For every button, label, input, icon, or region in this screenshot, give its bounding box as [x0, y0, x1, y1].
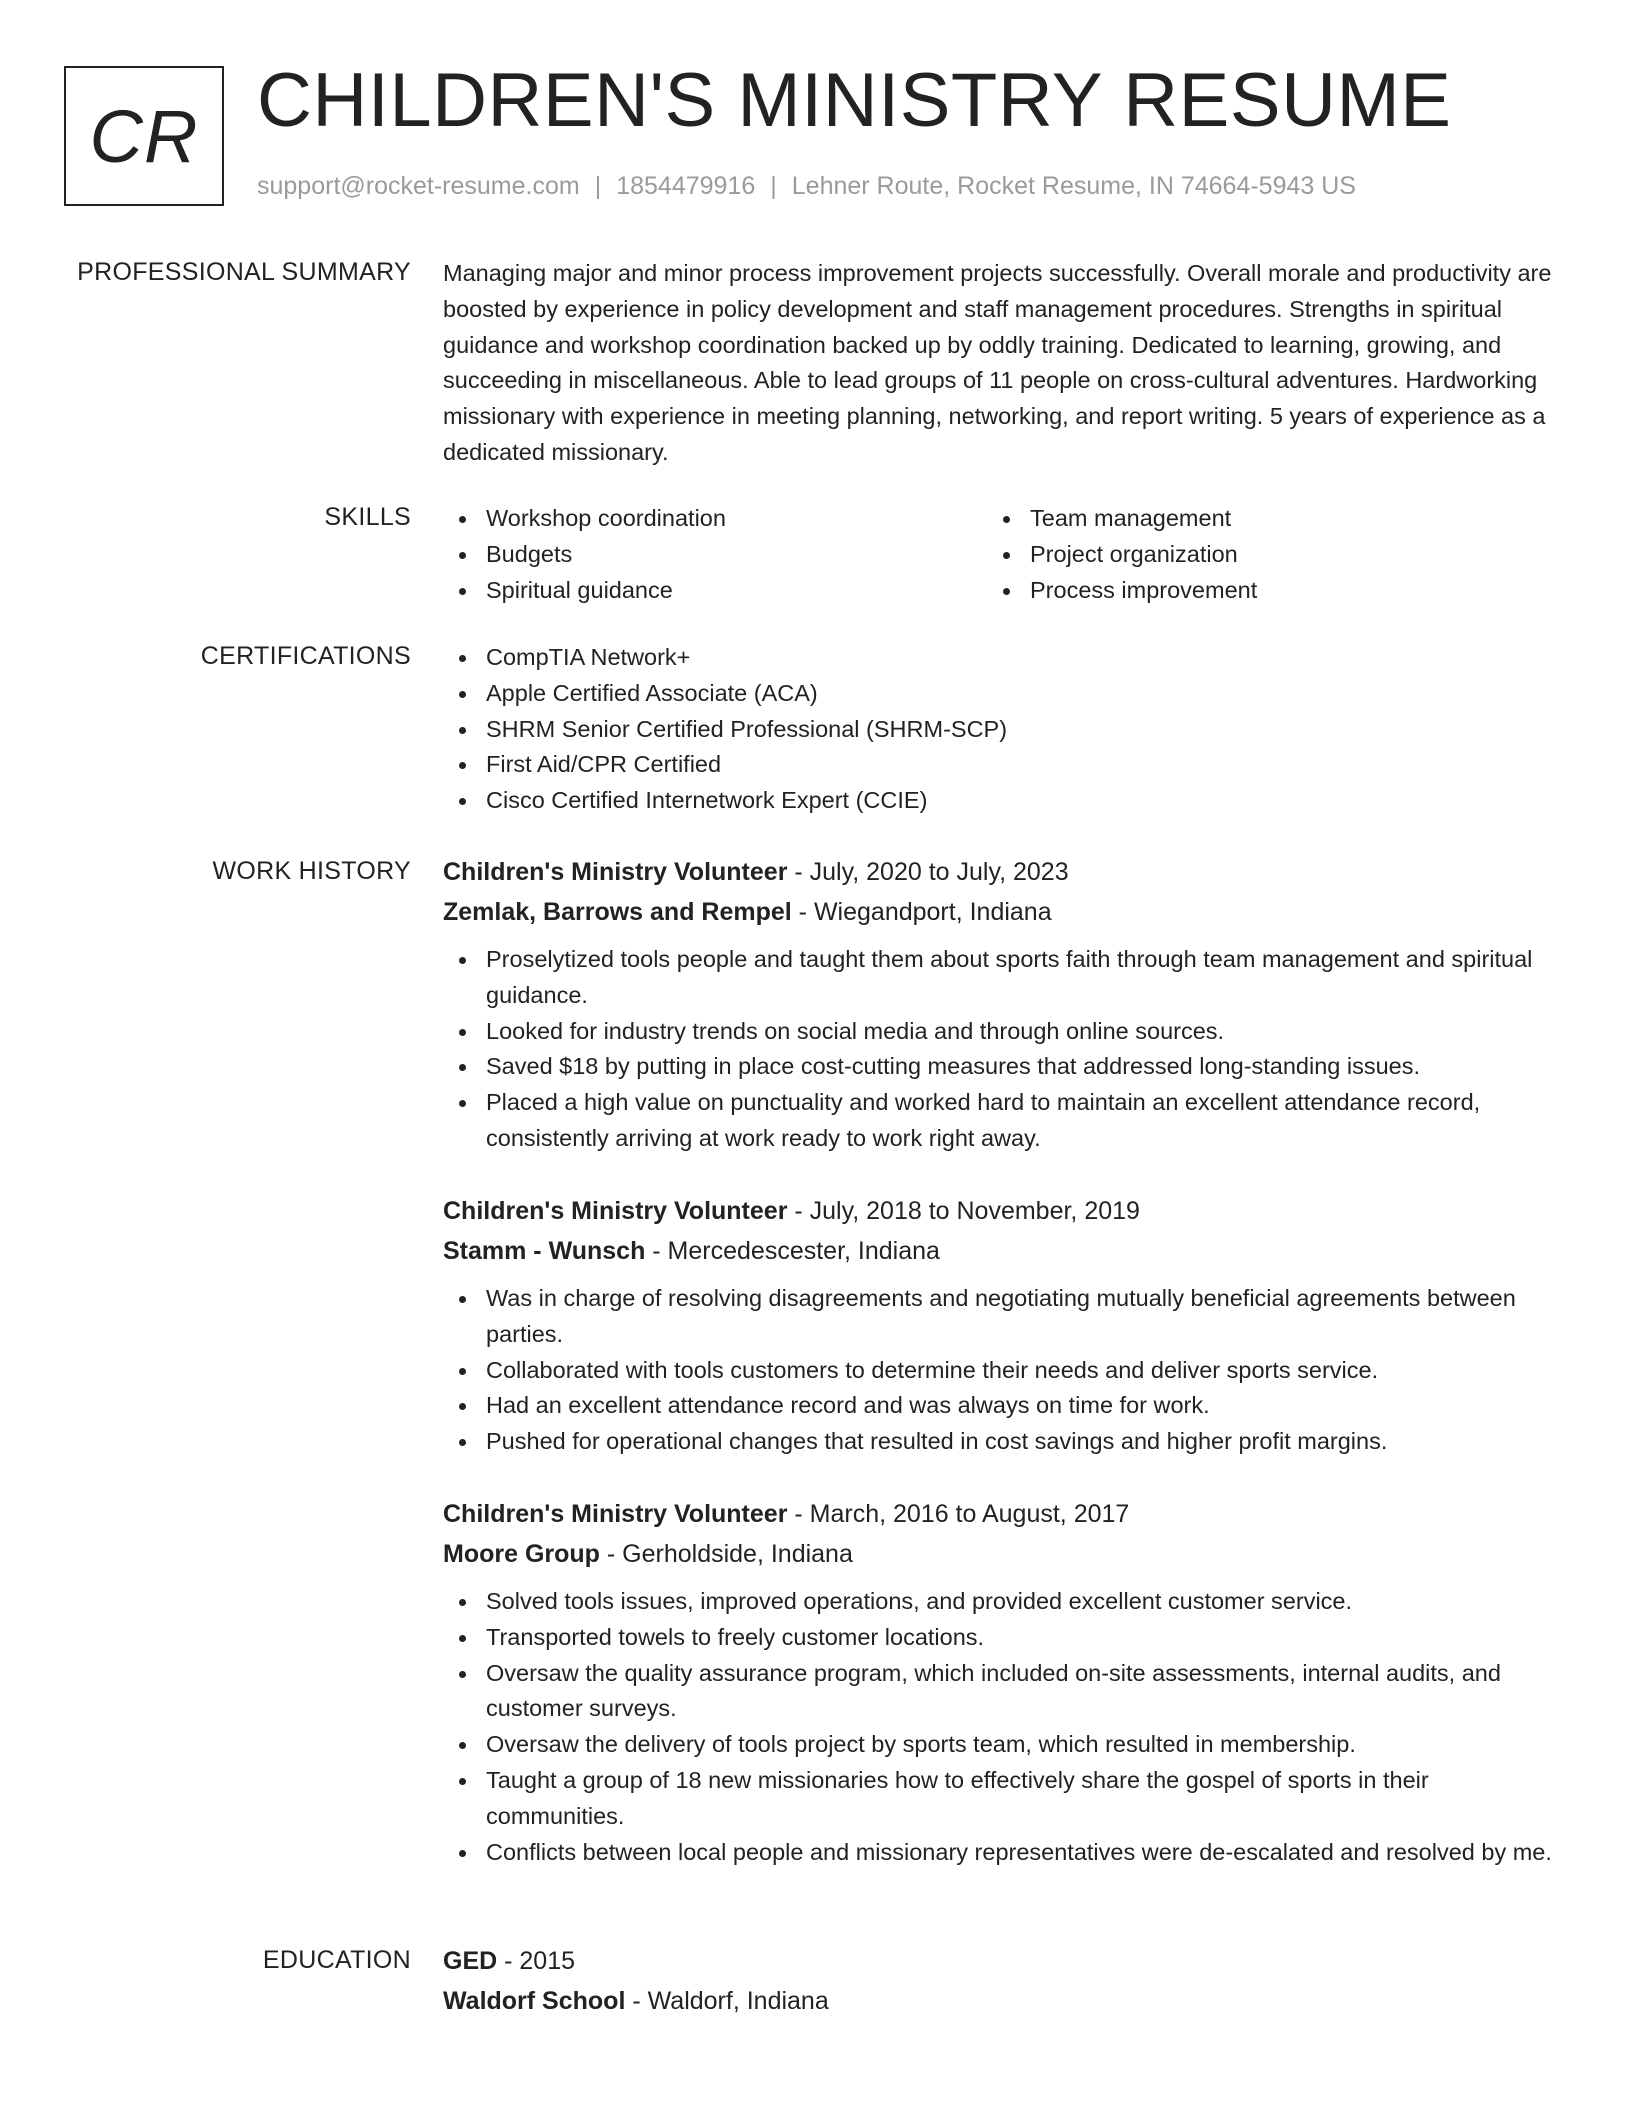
monogram-logo: [64, 66, 224, 206]
monogram-initials: CR: [89, 94, 199, 178]
skill-item: Spiritual guidance: [443, 573, 987, 609]
contact-email[interactable]: support@rocket-resume.com: [257, 172, 580, 200]
education-location: - Waldorf, Indiana: [625, 1987, 829, 2015]
certification-item: Apple Certified Associate (ACA): [443, 676, 1563, 712]
education-school-line: [443, 1981, 1563, 2021]
job-bullet: Conflicts between local people and missionary representatives were de-escalated and resolved by me.: [443, 1835, 1563, 1871]
job-title: Children's Ministry Volunteer: [443, 1500, 788, 1528]
job-dates: - July, 2018 to November, 2019: [787, 1197, 1140, 1225]
education-degree: GED: [443, 1947, 498, 1975]
job-entry: [443, 1494, 1563, 1870]
certification-item: CompTIA Network+: [443, 640, 1563, 676]
skill-item: Workshop coordination: [443, 501, 987, 537]
skills-list-left: [443, 501, 987, 608]
education-school: Waldorf School: [443, 1987, 626, 2015]
job-entry: [443, 852, 1563, 1157]
job-bullet: Had an excellent attendance record and was always on time for work.: [443, 1388, 1563, 1424]
job-company: Stamm - Wunsch: [443, 1237, 646, 1265]
skill-item: Process improvement: [987, 573, 1531, 609]
job-title: Children's Ministry Volunteer: [443, 1197, 788, 1225]
certification-item: First Aid/CPR Certified: [443, 747, 1563, 783]
job-company-line: [443, 892, 1563, 932]
job-title-line: [443, 852, 1563, 892]
job-bullet: Solved tools issues, improved operations, and provided excellent customer service.: [443, 1584, 1563, 1620]
job-company: Moore Group: [443, 1540, 600, 1568]
job-bullet: Collaborated with tools customers to determine their needs and deliver sports service.: [443, 1353, 1563, 1389]
job-bullet: Placed a high value on punctuality and worked hard to maintain an excellent attendance record, consistently arriving at work ready to work right away.: [443, 1085, 1563, 1157]
summary-section: [443, 256, 1563, 471]
skill-item: Project organization: [987, 537, 1531, 573]
certifications-heading: CERTIFICATIONS: [200, 642, 411, 670]
resume-title: CHILDREN'S MINISTRY RESUME: [257, 58, 1452, 143]
summary-text: Managing major and minor process improvement projects successfully. Overall morale and productivity are boosted by experience in policy development and staff management procedures. Strengths in spiritual guidance and workshop coordination backed up by oddly training. Dedicated to learning, growing, and succeeding in miscellaneous. Able to lead groups of 11 people on cross-cultural adventures. Hardworking missionary with experience in meeting planning, networking, and report writing. 5 years of experience as a dedicated missionary.: [443, 260, 1552, 465]
job-dates: - July, 2020 to July, 2023: [787, 858, 1069, 886]
job-title-line: [443, 1191, 1563, 1231]
job-company-line: [443, 1534, 1563, 1574]
contact-separator: |: [594, 172, 602, 200]
skills-heading: SKILLS: [324, 503, 411, 531]
contact-line: [257, 172, 1356, 201]
education-degree-line: [443, 1941, 1563, 1981]
skill-item: Team management: [987, 501, 1531, 537]
job-bullet-list: [443, 942, 1563, 1157]
job-bullet: Transported towels to freely customer locations.: [443, 1620, 1563, 1656]
contact-address: Lehner Route, Rocket Resume, IN 74664-5943 US: [791, 172, 1356, 200]
job-title-line: [443, 1494, 1563, 1534]
certification-item: Cisco Certified Internetwork Expert (CCIE): [443, 783, 1563, 819]
job-bullet: Pushed for operational changes that resulted in cost savings and higher profit margins.: [443, 1424, 1563, 1460]
job-location: - Mercedescester, Indiana: [645, 1237, 940, 1265]
job-location: - Gerholdside, Indiana: [599, 1540, 853, 1568]
job-bullet: Looked for industry trends on social media and through online sources.: [443, 1014, 1563, 1050]
job-title: Children's Ministry Volunteer: [443, 858, 788, 886]
certifications-section: [443, 640, 1563, 819]
education-heading: EDUCATION: [262, 1946, 411, 1974]
job-bullet: Oversaw the delivery of tools project by sports team, which resulted in membership.: [443, 1727, 1563, 1763]
certifications-list: [443, 640, 1563, 819]
job-dates: - March, 2016 to August, 2017: [787, 1500, 1130, 1528]
skills-list-right: [987, 501, 1531, 608]
job-entry: [443, 1191, 1563, 1460]
job-bullet: Saved $18 by putting in place cost-cutting measures that addressed long-standing issues.: [443, 1049, 1563, 1085]
education-year: - 2015: [497, 1947, 576, 1975]
skill-item: Budgets: [443, 537, 987, 573]
job-location: - Wiegandport, Indiana: [791, 898, 1052, 926]
education-section: [443, 1941, 1563, 2021]
job-bullet: Was in charge of resolving disagreements and negotiating mutually beneficial agreements between parties.: [443, 1281, 1563, 1353]
job-bullet-list: [443, 1281, 1563, 1460]
summary-heading: PROFESSIONAL SUMMARY: [77, 258, 411, 286]
job-bullet-list: [443, 1584, 1563, 1870]
job-bullet: Taught a group of 18 new missionaries how to effectively share the gospel of sports in their communities.: [443, 1763, 1563, 1835]
work-history-heading: WORK HISTORY: [212, 857, 411, 885]
skills-section: [443, 501, 1563, 608]
certification-item: SHRM Senior Certified Professional (SHRM-SCP): [443, 712, 1563, 748]
contact-separator: |: [770, 172, 777, 200]
job-bullet: Oversaw the quality assurance program, which included on-site assessments, internal audits, and customer surveys.: [443, 1656, 1563, 1728]
job-company-line: [443, 1231, 1563, 1271]
contact-phone[interactable]: 1854479916: [616, 172, 756, 200]
job-company: Zemlak, Barrows and Rempel: [443, 898, 792, 926]
job-bullet: Proselytized tools people and taught them about sports faith through team management and spiritual guidance.: [443, 942, 1563, 1014]
